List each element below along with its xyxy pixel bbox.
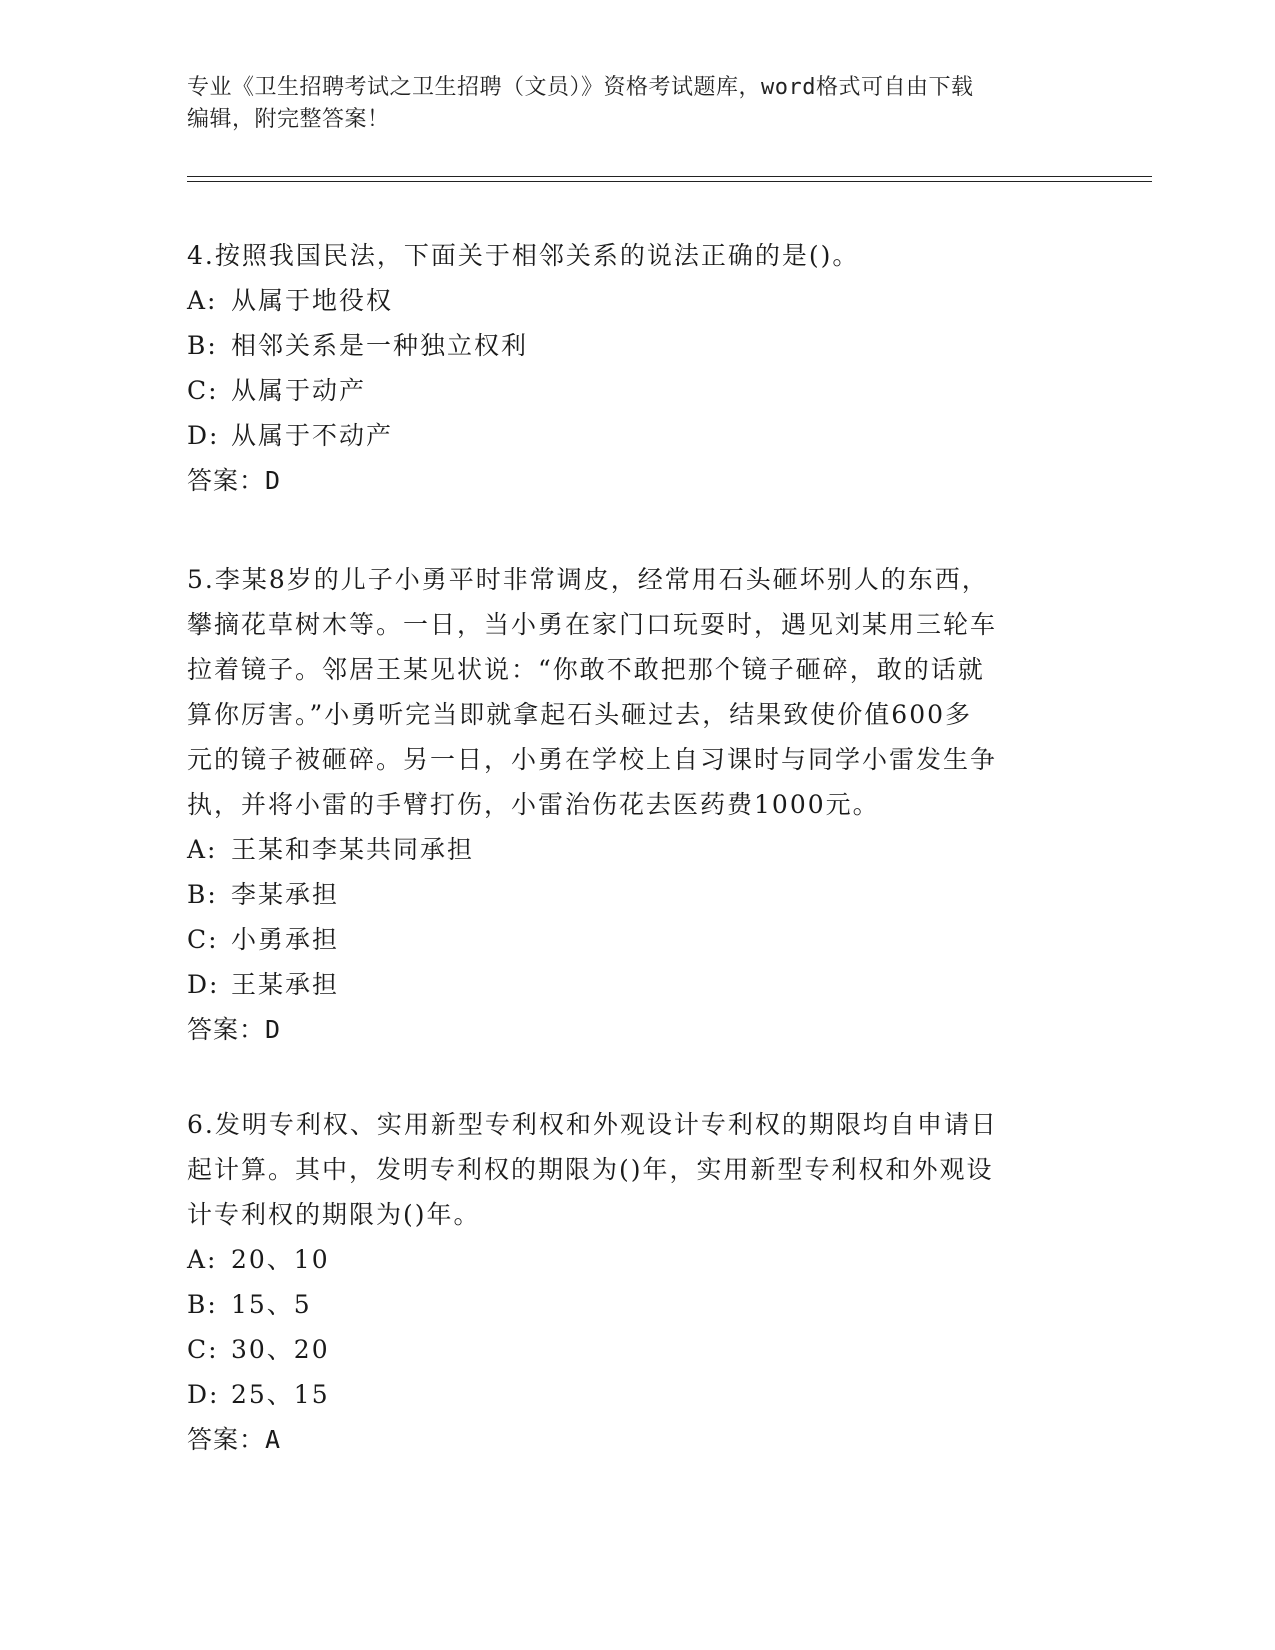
- answer-value: D: [265, 466, 282, 495]
- question-stem-line: 拉着镜子。邻居王某见状说：“你敢不敢把那个镜子砸碎，敢的话就: [187, 655, 985, 684]
- option-d: [187, 962, 1067, 1007]
- option-text: 30、20: [231, 1335, 330, 1364]
- option-text: 相邻关系是一种独立权利: [231, 331, 529, 360]
- header-line-2: 编辑，附完整答案！: [187, 107, 390, 132]
- option-letter: B:: [187, 1290, 218, 1319]
- option-letter: C:: [187, 925, 219, 954]
- option-text: 从属于不动产: [231, 421, 394, 450]
- option-b: [187, 323, 1067, 368]
- header-line-1: 专业《卫生招聘考试之卫生招聘（文员）》资格考试题库，word格式可自由下载: [187, 75, 974, 100]
- answer-line: [187, 458, 1067, 503]
- option-c: [187, 368, 1067, 413]
- answer-label: 答案：: [187, 466, 266, 495]
- question-stem: 4.按照我国民法，下面关于相邻关系的说法正确的是()。: [187, 241, 860, 270]
- option-letter: B:: [187, 880, 218, 909]
- option-a: [187, 827, 1067, 872]
- answer-value: D: [265, 1015, 282, 1044]
- option-a: [187, 1237, 1067, 1282]
- option-d: [187, 1372, 1067, 1417]
- question-stem-line: 元的镜子被砸碎。另一日，小勇在学校上自习课时与同学小雷发生争: [187, 745, 998, 774]
- answer-label: 答案：: [187, 1425, 266, 1454]
- option-text: 李某承担: [231, 880, 340, 909]
- option-text: 20、10: [231, 1245, 330, 1274]
- option-text: 从属于地役权: [231, 286, 394, 315]
- option-letter: B:: [187, 331, 218, 360]
- option-letter: D:: [187, 421, 220, 450]
- question-stem-line: 5.李某8岁的儿子小勇平时非常调皮，经常用石头砸坏别人的东西，: [187, 565, 989, 594]
- question-stem-line: 攀摘花草树木等。一日，当小勇在家门口玩耍时，遇见刘某用三轮车: [187, 610, 998, 639]
- option-letter: A:: [187, 286, 218, 315]
- option-b: [187, 1282, 1067, 1327]
- answer-value: A: [265, 1425, 282, 1454]
- header-divider-top: [187, 176, 1152, 177]
- option-letter: C:: [187, 376, 219, 405]
- option-text: 王某和李某共同承担: [231, 835, 475, 864]
- question-5: [187, 557, 1067, 1052]
- option-text: 15、5: [231, 1290, 312, 1319]
- answer-line: [187, 1417, 1067, 1462]
- question-stem-line: 执，并将小雷的手臂打伤，小雷治伤花去医药费1000元。: [187, 790, 880, 819]
- option-c: [187, 917, 1067, 962]
- question-6: [187, 1102, 1067, 1462]
- header-divider-bottom: [187, 181, 1152, 182]
- option-b: [187, 872, 1067, 917]
- answer-label: 答案：: [187, 1015, 266, 1044]
- option-letter: D:: [187, 1380, 220, 1409]
- question-stem-line: 6.发明专利权、实用新型专利权和外观设计专利权的期限均自申请日: [187, 1110, 998, 1139]
- document-header: [187, 72, 1087, 136]
- option-letter: C:: [187, 1335, 219, 1364]
- option-text: 小勇承担: [231, 925, 340, 954]
- option-letter: A:: [187, 835, 218, 864]
- option-letter: A:: [187, 1245, 218, 1274]
- option-text: 25、15: [231, 1380, 330, 1409]
- question-stem-line: 算你厉害。”小勇听完当即就拿起石头砸过去，结果致使价值600多: [187, 700, 973, 729]
- option-text: 王某承担: [231, 970, 340, 999]
- question-stem-line: 起计算。其中，发明专利权的期限为()年，实用新型专利权和外观设: [187, 1155, 994, 1184]
- option-c: [187, 1327, 1067, 1372]
- option-a: [187, 278, 1067, 323]
- answer-line: [187, 1007, 1067, 1052]
- option-letter: D:: [187, 970, 220, 999]
- question-stem-line: 计专利权的期限为()年。: [187, 1200, 481, 1229]
- option-text: 从属于动产: [231, 376, 367, 405]
- option-d: [187, 413, 1067, 458]
- question-4: [187, 233, 1067, 503]
